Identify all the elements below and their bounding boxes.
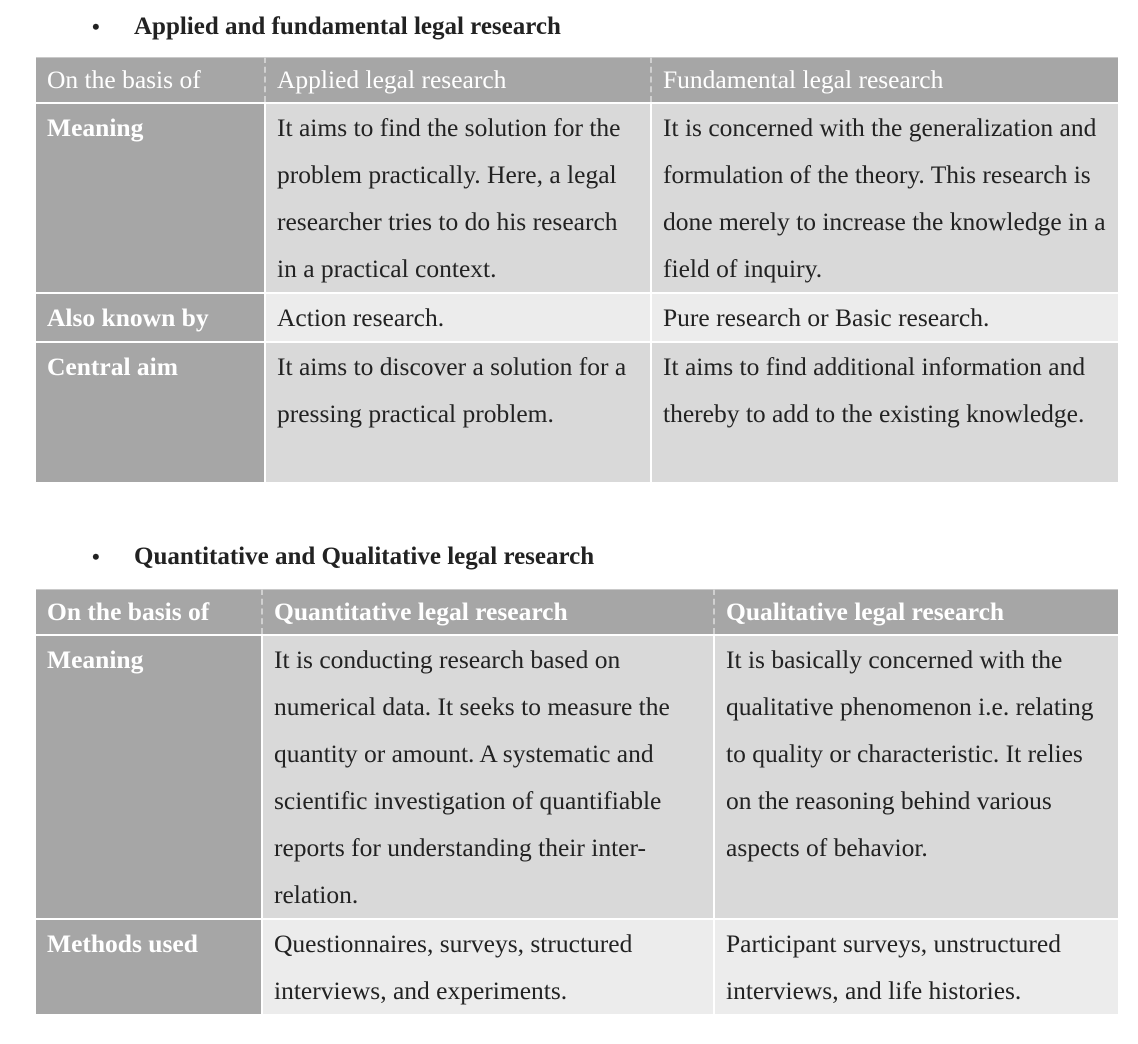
bullet-icon: • <box>92 544 100 569</box>
header-cell-quantitative: Quantitative legal research <box>262 590 714 636</box>
header-cell-fundamental: Fundamental legal research <box>651 58 1118 104</box>
table-cell: Questionnaires, surveys, structured interviews, and experiments. <box>262 919 714 1014</box>
table-cell: It aims to discover a solution for a pressing practical problem. <box>265 342 651 482</box>
header-cell-applied: Applied legal research <box>265 58 651 104</box>
section-heading-applied-fundamental <box>92 12 561 42</box>
row-label: Meaning <box>35 635 262 919</box>
section-heading-quantitative-qualitative <box>92 542 594 572</box>
heading-text: Quantitative and Qualitative legal research <box>134 543 595 570</box>
table-header-row <box>35 590 1118 636</box>
table-cell: It is basically concerned with the qualitative phenomenon i.e. relating to quality or characteristic. It relies on the reasoning behind various aspects of behavior. <box>714 635 1118 919</box>
table-cell: It aims to find the solution for the problem practically. Here, a legal researcher tries to do his research in a practical context. <box>265 103 651 293</box>
quantitative-qualitative-table <box>34 589 1118 1014</box>
row-label: Also known by <box>35 293 265 342</box>
table-cell: It is conducting research based on numerical data. It seeks to measure the quantity or amount. A systematic and scientific investigation of quantifiable reports for understanding their inter-relation. <box>262 635 714 919</box>
header-cell-basis: On the basis of <box>35 58 265 104</box>
header-cell-basis: On the basis of <box>35 590 262 636</box>
table-row <box>35 919 1118 1014</box>
table-cell: Participant surveys, unstructured interviews, and life histories. <box>714 919 1118 1014</box>
applied-fundamental-table <box>34 57 1118 482</box>
table-cell: Pure research or Basic research. <box>651 293 1118 342</box>
row-label: Central aim <box>35 342 265 482</box>
header-cell-qualitative: Qualitative legal research <box>714 590 1118 636</box>
table-cell: Action research. <box>265 293 651 342</box>
bullet-icon: • <box>92 14 100 39</box>
table-row <box>35 342 1118 482</box>
heading-text: Applied and fundamental legal research <box>134 13 561 40</box>
table-row <box>35 293 1118 342</box>
table-row <box>35 103 1118 293</box>
row-label: Meaning <box>35 103 265 293</box>
table-cell: It is concerned with the generalization and formulation of the theory. This research is done merely to increase the knowledge in a field of inquiry. <box>651 103 1118 293</box>
table-row <box>35 635 1118 919</box>
table-cell: It aims to find additional information and thereby to add to the existing knowledge. <box>651 342 1118 482</box>
row-label: Methods used <box>35 919 262 1014</box>
table-header-row <box>35 58 1118 104</box>
